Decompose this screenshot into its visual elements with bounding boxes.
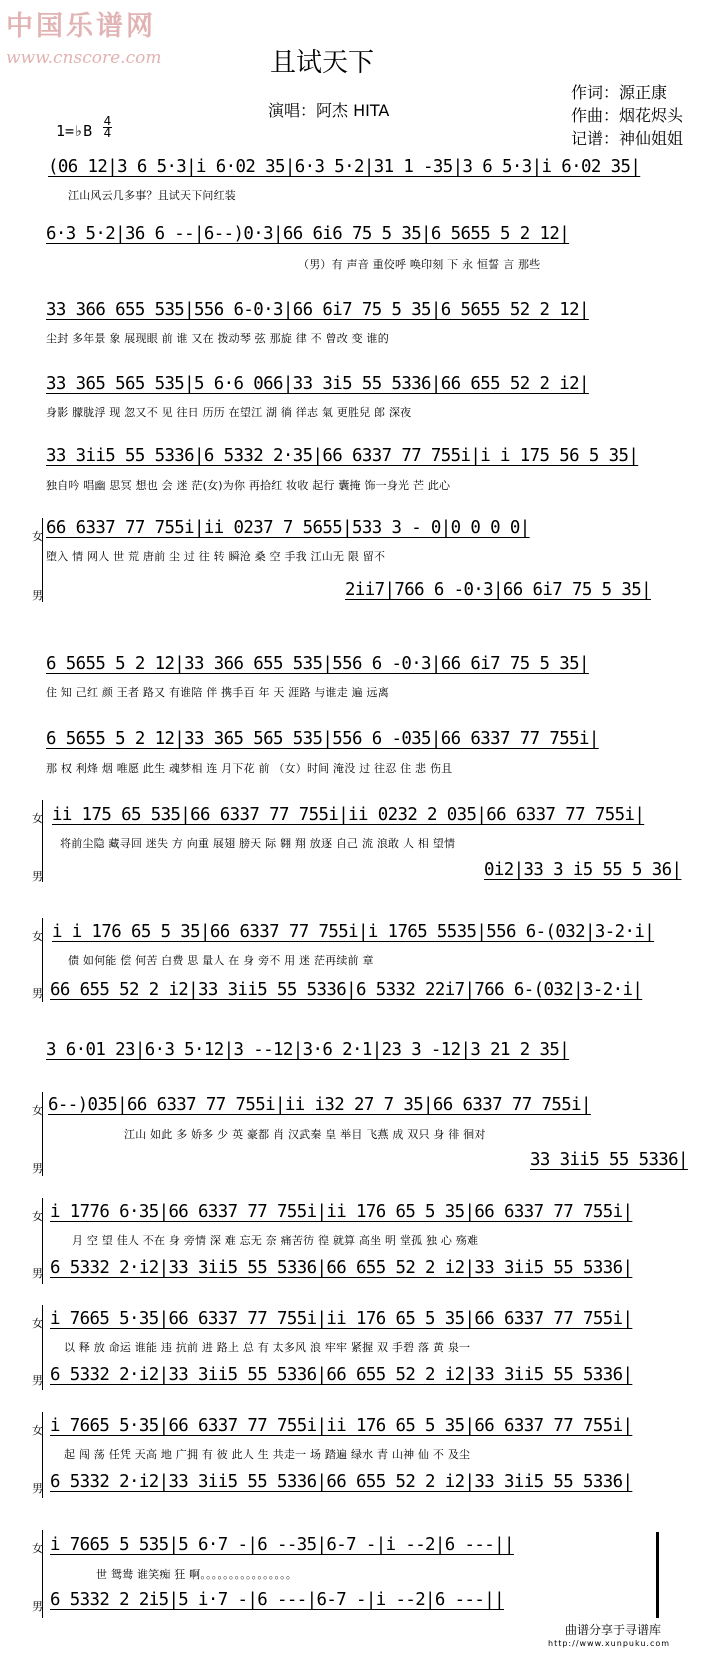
male-voice-label: 男 [32, 1482, 43, 1495]
score-notes: 33 3ii5 55 5336|6 5332 2·35|66 6337 77 755i|i i 175 56 5 35| [46, 446, 639, 466]
lyrics-line: 堕入 情 网人 世 荒 唐前 尘 过 往 转 瞬沧 桑 空 手我 江山无 限 留不 [46, 550, 386, 563]
lyrics-line: 起 闯 荡 任凭 天高 地 广拥 有 彼 此人 生 共走一 场 踏遍 绿水 青 山神 仙 不 及尘 [64, 1448, 471, 1461]
lyricist-credit: 作词：源正康 [571, 83, 668, 102]
male-voice-label: 男 [32, 1162, 43, 1175]
male-voice-label: 男 [32, 589, 43, 602]
final-barline [656, 1532, 659, 1618]
female-voice-label: 女 [32, 1317, 43, 1330]
lyrics-line: 月 空 望 佳人 不在 身 旁情 深 难 忘无 奈 痛苦彷 徨 就算 高坐 明 堂孤 独 心 殇难 [72, 1234, 479, 1247]
score-notes: 6 5332 2·i2|33 3ii5 55 5336|66 655 52 2 i2|33 3ii5 55 5336| [50, 1258, 633, 1278]
score-notes: i 7665 5·35|66 6337 77 755i|ii 176 65 5 35|66 6337 77 755i| [50, 1309, 633, 1329]
footer-site-name: 曲谱分享于寻谱库 [565, 1623, 662, 1637]
composer-credit: 作曲：烟花烬头 [571, 106, 684, 125]
score-notes: 33 365 565 535|5 6·6 066|33 3i5 55 5336|66 655 52 2 i2| [46, 374, 589, 394]
lyrics-line: 江山风云几多事？且试天下问红装 [68, 189, 236, 202]
female-voice-label: 女 [32, 1542, 43, 1555]
score-notes: (06 12|3 6 5·3|i 6·02 35|6·3 5·2|31 1 -35|3 6 5·3|i 6·02 35| [48, 157, 641, 177]
female-voice-label: 女 [32, 812, 43, 825]
female-voice-label: 女 [32, 930, 43, 943]
score-notes: 66 6337 77 755i|ii 0237 7 5655|533 3 - 0|0 0 0 0| [46, 518, 530, 538]
lyrics-line: 将前尘隐 藏寻回 迷失 方 向重 展翅 膀天 际 翱 翔 放逐 自己 流 浪敢 人 相 望情 [60, 837, 456, 850]
score-notes: 6 5655 5 2 12|33 365 565 535|556 6 -035|66 6337 77 755i| [46, 729, 599, 749]
score-notes: 33 3ii5 55 5336| [530, 1150, 688, 1170]
footer-url[interactable]: http://www.xunpuku.com [548, 1639, 671, 1648]
score-notes: i 7665 5·35|66 6337 77 755i|ii 176 65 5 35|66 6337 77 755i| [50, 1416, 633, 1436]
score-notes: 33 366 655 535|556 6-0·3|66 6i7 75 5 35|6 5655 52 2 12| [46, 300, 589, 320]
watermark-url: www.cnscore.com [6, 48, 162, 68]
score-notes: 2ii7|766 6 -0·3|66 6i7 75 5 35| [345, 580, 651, 600]
male-voice-label: 男 [32, 987, 43, 1000]
time-signature [103, 116, 112, 139]
male-voice-label: 男 [32, 1267, 43, 1280]
watermark-logo-text: 中国乐谱网 [6, 11, 156, 42]
female-voice-label: 女 [32, 530, 43, 543]
score-notes: 3 6·01 23|6·3 5·12|3 --12|3·6 2·1|23 3 -12|3 21 2 35| [46, 1040, 570, 1060]
song-title: 且试天下 [270, 48, 375, 78]
male-voice-label: 男 [32, 870, 43, 883]
lyrics-line: 独自吟 唱幽 思冥 想也 会 迷 茫(女)为你 再拾红 妆收 起行 囊掩 饰一身光 芒 此心 [46, 479, 451, 492]
lyrics-line: 以 释 放 命运 谁能 违 抗前 进 路上 总 有 太多风 浪 牢牢 紧握 双 手碧 落 黄 泉一 [64, 1341, 471, 1354]
transcriber-credit: 记谱：神仙姐姐 [571, 129, 684, 148]
time-signature-bottom: 4 [103, 126, 112, 140]
score-notes: 6--)035|66 6337 77 755i|ii i32 27 7 35|66 6337 77 755i| [48, 1095, 591, 1115]
lyrics-line: （男）有 声音 重佼呼 唤印刻 下 永 恒誓 言 那些 [298, 258, 541, 271]
lyrics-line: 那 权 利烽 烟 唯愿 此生 魂梦相 连 月下花 前 （女）时间 淹没 过 往忍 住 悲 伤且 [46, 762, 453, 775]
male-voice-label: 男 [32, 1600, 43, 1613]
female-voice-label: 女 [32, 1424, 43, 1437]
score-notes: 0i2|33 3 i5 55 5 36| [484, 860, 682, 880]
time-signature-top: 4 [103, 114, 112, 128]
score-notes: i 7665 5 535|5 6·7 -|6 --35|6-7 -|i --2|6 ---|| [50, 1535, 514, 1555]
score-notes: i i 176 65 5 35|66 6337 77 755i|i 1765 5535|556 6-(032|3-2·i| [52, 922, 655, 942]
score-notes: i 1776 6·35|66 6337 77 755i|ii 176 65 5 35|66 6337 77 755i| [50, 1202, 633, 1222]
score-notes: 6·3 5·2|36 6 --|6--)0·3|66 6i6 75 5 35|6 5655 5 2 12| [46, 224, 570, 244]
female-voice-label: 女 [32, 1104, 43, 1117]
lyrics-line: 身影 朦胧浮 现 忽又不 见 往日 历历 在望江 湖 徜 徉志 氣 更胜兒 郎 深夜 [46, 406, 412, 419]
score-notes: 6 5655 5 2 12|33 366 655 535|556 6 -0·3|66 6i7 75 5 35| [46, 654, 589, 674]
lyrics-line: 债 如何能 偿 何苦 白费 思 量人 在 身 旁不 用 迷 茫再续前 章 [68, 954, 374, 967]
score-notes: 66 655 52 2 i2|33 3ii5 55 5336|6 5332 22i7|766 6-(032|3-2·i| [50, 980, 643, 1000]
lyrics-line: 世 鸳鸯 谁笑痴 狂 啊。。。。。。。。。。。。。。。。 [96, 1568, 298, 1581]
score-notes: 6 5332 2·i2|33 3ii5 55 5336|66 655 52 2 i2|33 3ii5 55 5336| [50, 1472, 633, 1492]
score-notes: 6 5332 2 2i5|5 i·7 -|6 ---|6-7 -|i --2|6 ---|| [50, 1590, 505, 1610]
score-notes: ii 175 65 535|66 6337 77 755i|ii 0232 2 035|66 6337 77 755i| [52, 805, 645, 825]
singer-credit: 演唱：阿杰 HITA [268, 101, 390, 120]
female-voice-label: 女 [32, 1210, 43, 1223]
lyrics-line: 住 知 己红 颜 王者 路又 有谁陪 伴 携手百 年 天 涯路 与谁走 遍 远离 [46, 686, 389, 699]
score-notes: 6 5332 2·i2|33 3ii5 55 5336|66 655 52 2 i2|33 3ii5 55 5336| [50, 1365, 633, 1385]
male-voice-label: 男 [32, 1374, 43, 1387]
key-signature: 1=♭B [56, 122, 93, 140]
lyrics-line: 尘封 多年景 象 展现眼 前 谁 又在 拨动琴 弦 那旋 律 不 曾改 变 谁的 [46, 332, 389, 345]
lyrics-line: 江山 如此 多 娇多 少 英 豪都 肖 汉武秦 皇 举目 飞燕 成 双只 身 徘 徊对 [124, 1128, 486, 1141]
